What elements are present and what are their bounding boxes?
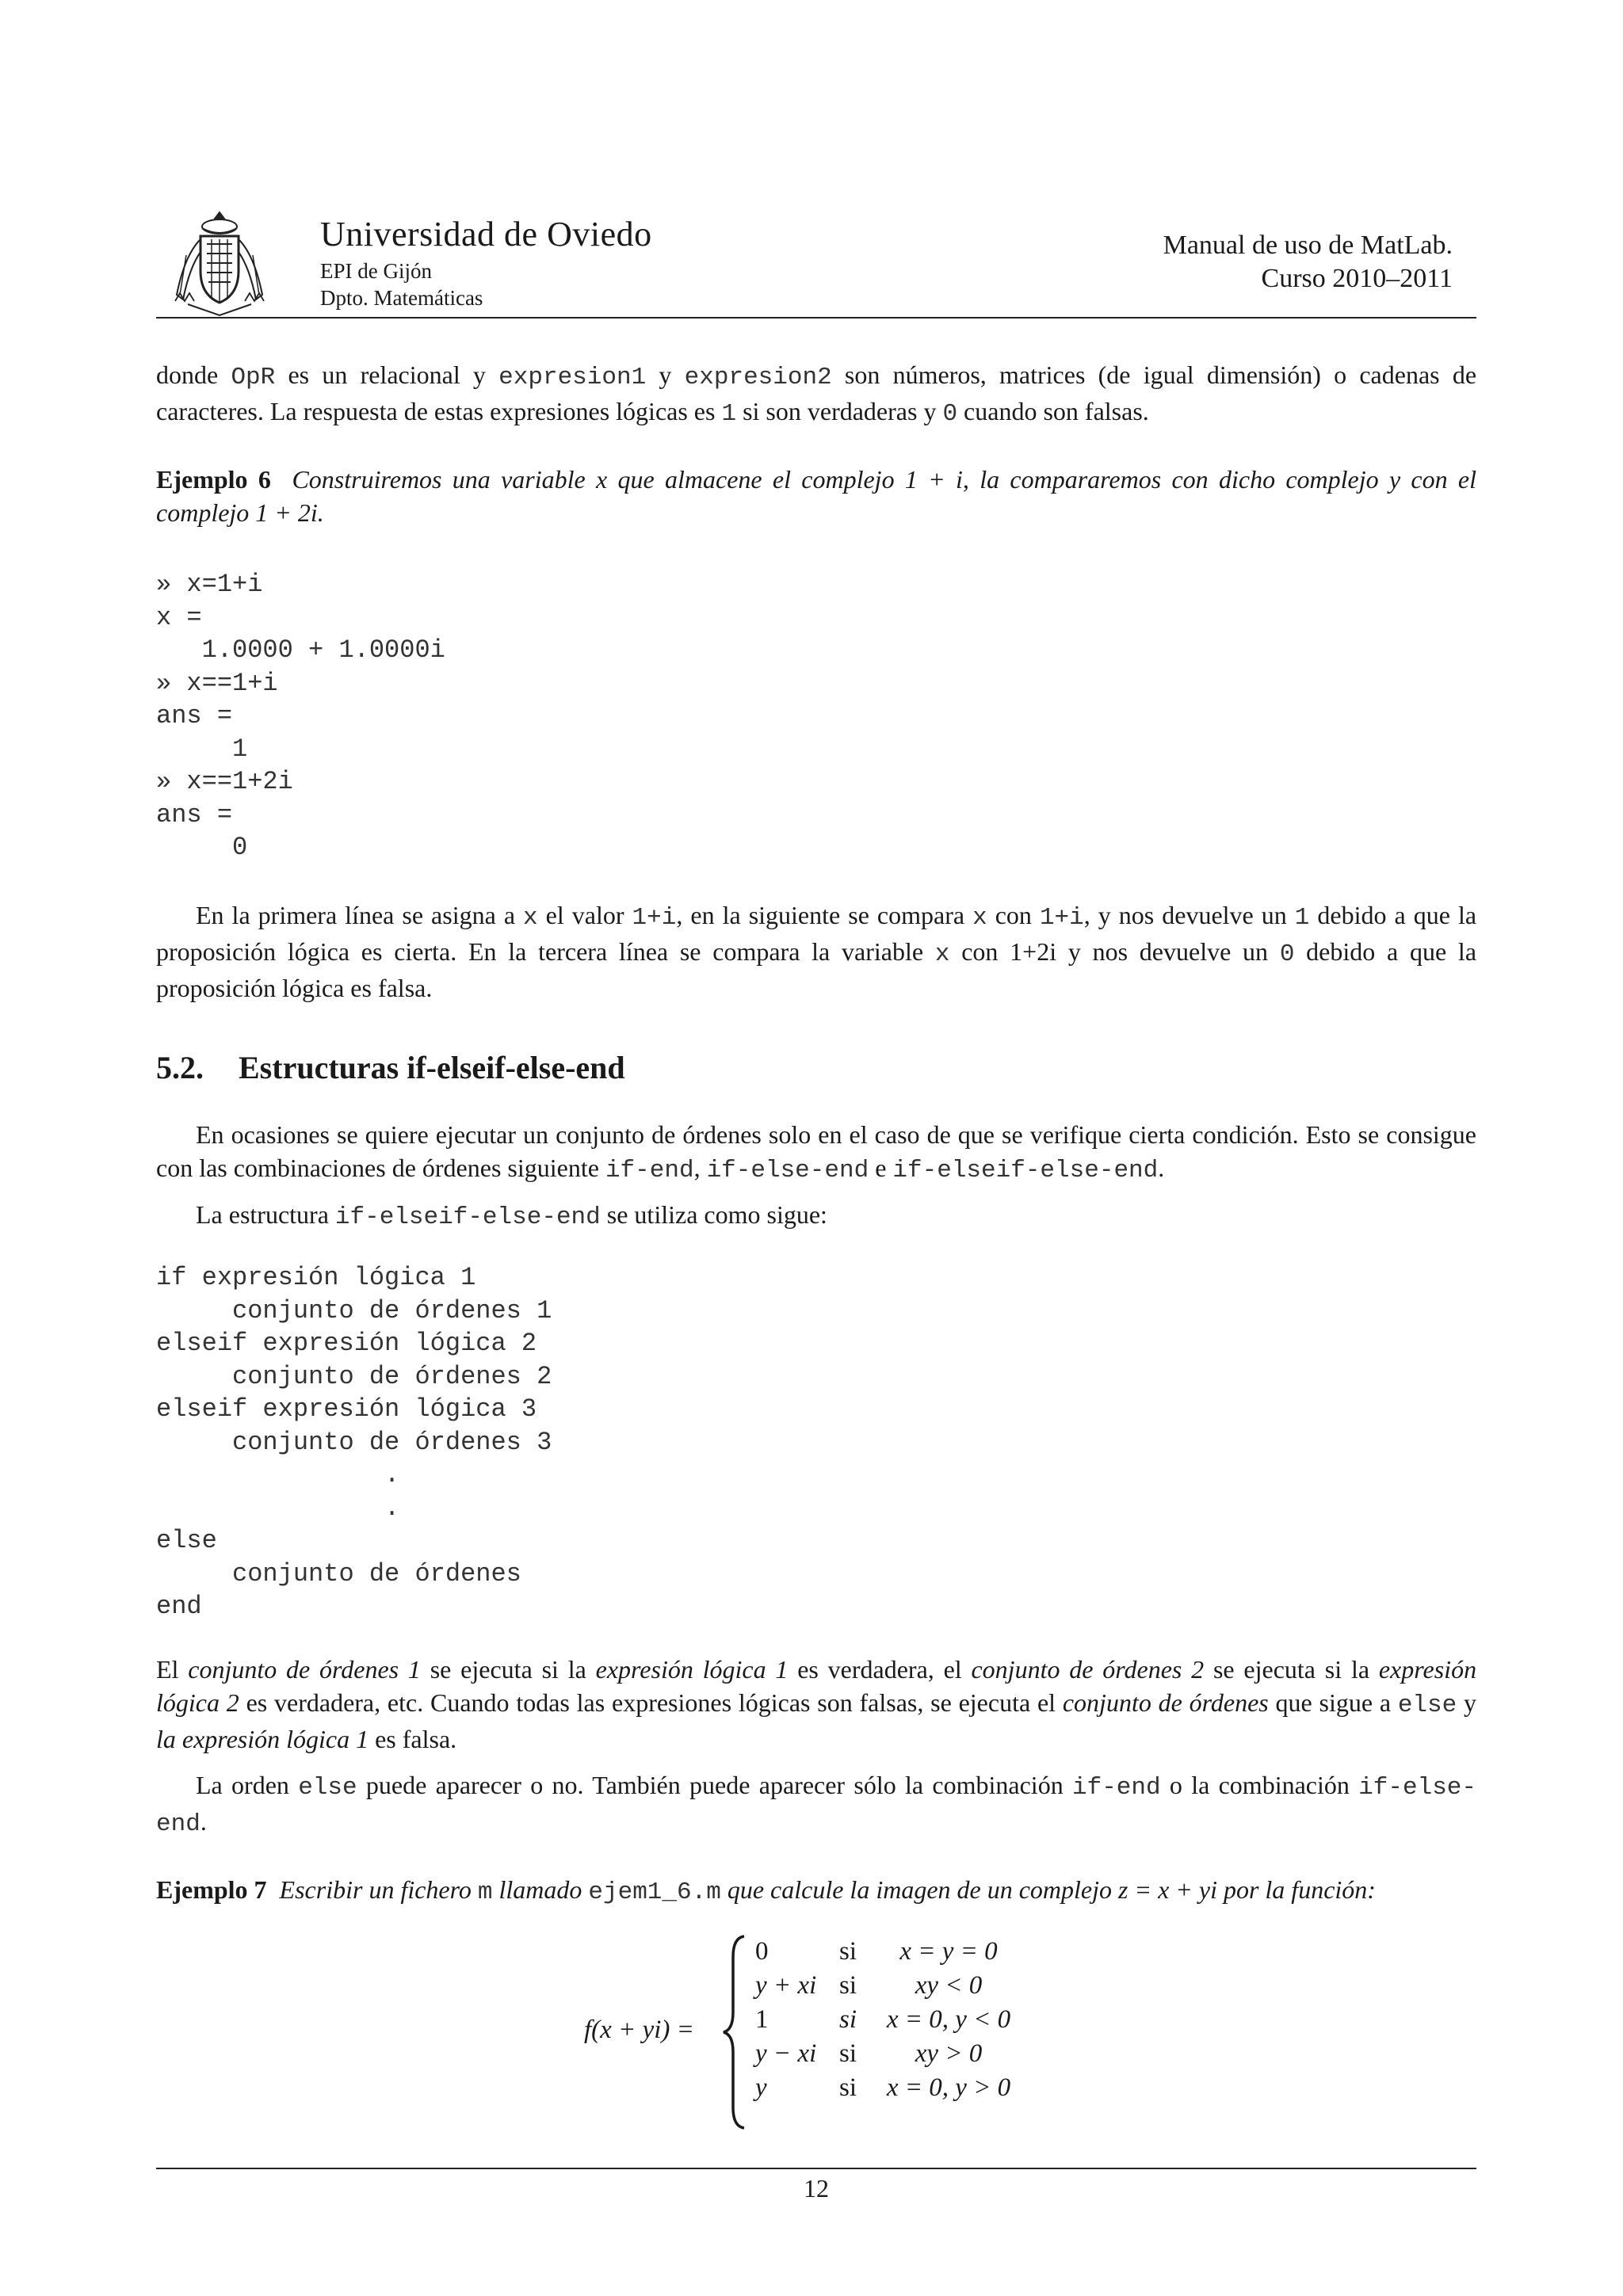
example-7: Ejemplo 7 Escribir un fichero m llamado ejem1_6.m que calcule la imagen de un complejo z = x + yi por la función:	[156, 1875, 1376, 1906]
page	[156, 0, 1476, 2296]
code-block-if-structure: if expresión lógica 1 conjunto de órdenes 1 elseif expresión lógica 2 conjunto de órdenes 2 elseif expresión lógica 3 conjunto de órdenes 3 . . else conjunto de órdenes end	[156, 1263, 552, 1621]
example-6-text: Construiremos una variable x que almacene el complejo 1 + i, la compararemos con dicho complejo y con el complejo 1 + 2i.	[156, 465, 1477, 527]
university-name: Universidad de Oviedo	[320, 215, 652, 254]
footer-rule	[156, 2168, 1476, 2169]
header-rule	[156, 317, 1476, 318]
formula-lhs: f(x + yi) =	[584, 2016, 694, 2044]
page-number: 12	[804, 2174, 829, 2203]
section-heading	[156, 1049, 1476, 1087]
left-brace-icon	[719, 1933, 750, 2131]
example-6	[156, 463, 1476, 529]
course-year: Curso 2010–2011	[1261, 264, 1453, 293]
piecewise-formula: f(x + yi) = 0 si x = y = 0 y + xi si xy < 0 1 si x = 0, y < 0 y − xi si xy > 0 y si x = 0, y > 0	[584, 1933, 1218, 2131]
example-6-label: Ejemplo 6	[156, 465, 271, 494]
school-name: EPI de Gijón	[320, 259, 432, 283]
paragraph-explanation: En la primera línea se asigna a x el valor 1+i, en la siguiente se compara x con 1+i, y nos devuelve un 1 debido a que la proposición lógica es cierta. En la tercera línea se compara la variable x con 1+2i y nos devuelve un 0 debido a que la proposición lógica es falsa.	[156, 901, 1477, 1002]
paragraph-semantics: El conjunto de órdenes 1 se ejecuta si la expresión lógica 1 es verdadera, el conjunto de órdenes 2 se ejecuta si la expresión lógica 2 es verdadera, etc. Cuando todas las expresiones lógicas son falsas, se ejecuta el conjunto de órdenes que sigue a else y la expresión lógica 1 es falsa.	[156, 1655, 1477, 1753]
section-title: Estructuras if-elseif-else-end	[239, 1050, 625, 1085]
paragraph-relational: donde OpR es un relacional y expresion1 y expresion2 son números, matrices (de igual dimensión) o cadenas de caracteres. La respuesta de estas expresiones lógicas es 1 si son verdaderas y 0 cuando son falsas.	[156, 360, 1477, 428]
department-name: Dpto. Matemáticas	[320, 286, 483, 310]
paragraph-structure: La estructura if-elseif-else-end se utiliza como sigue:	[196, 1200, 827, 1231]
paragraph-else-optional: La orden else puede aparecer o no. También puede aparecer sólo la combinación if-end o la combinación if-else-end.	[156, 1771, 1477, 1838]
example-7-label: Ejemplo 7	[156, 1875, 267, 1904]
page-header	[156, 208, 1476, 318]
section-number: 5.2.	[156, 1050, 204, 1085]
paragraph-intro-if: En ocasiones se quiere ejecutar un conjunto de órdenes solo en el caso de que se verifique cierta condición. Esto se consigue con las combinaciones de órdenes siguiente if-end, if-else-end e if-elseif-else-end.	[156, 1120, 1476, 1184]
university-crest-icon	[164, 208, 275, 318]
code-block-session: » x=1+i x = 1.0000 + 1.0000i » x==1+i ans = 1 » x==1+2i ans = 0	[156, 570, 445, 862]
document-title: Manual de uso de MatLab.	[1163, 231, 1453, 260]
